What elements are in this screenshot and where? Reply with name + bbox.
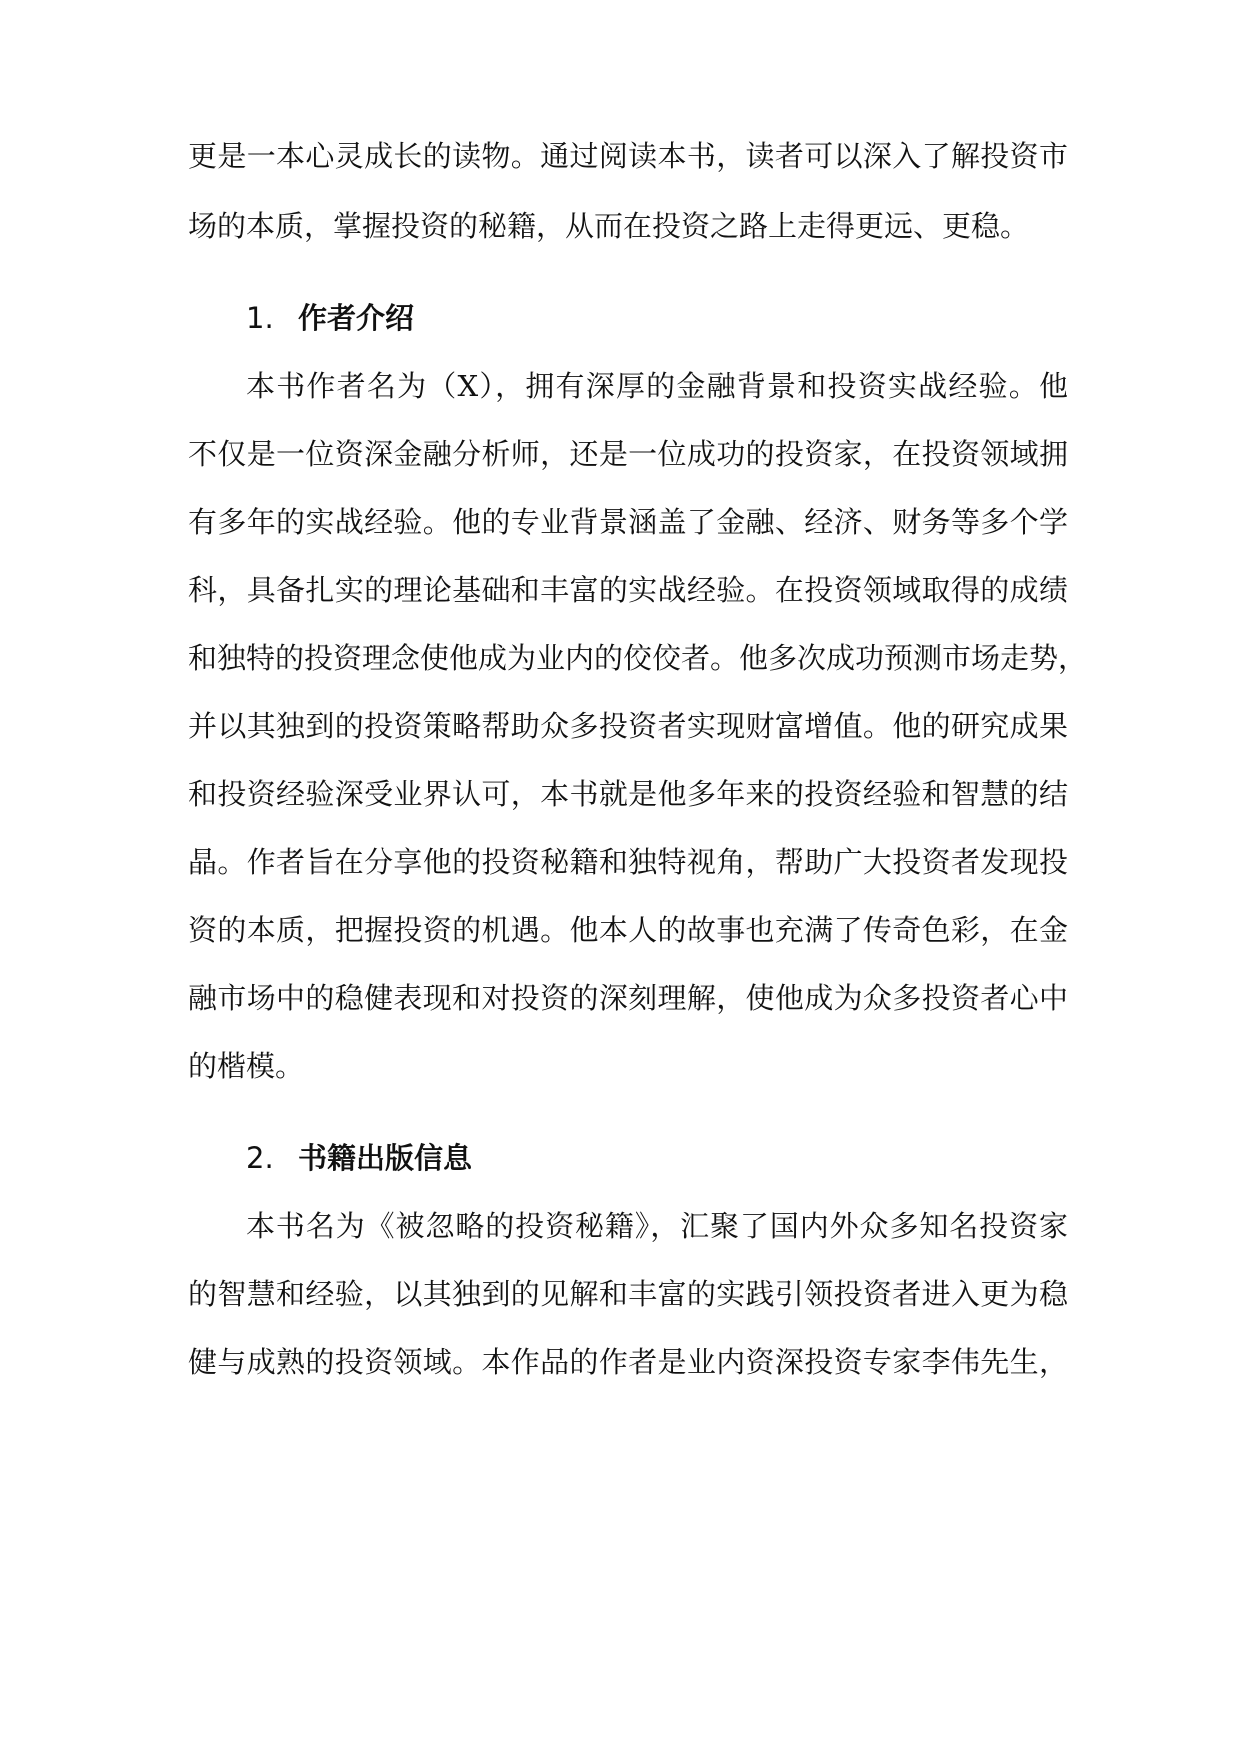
paragraph-line: 并以其独到的投资策略帮助众多投资者实现财富增值。他的研究成果	[188, 709, 1068, 743]
paragraph-line: 健与成熟的投资领域。本作品的作者是业内资深投资专家李伟先生，	[188, 1345, 1068, 1379]
paragraph-line: 有多年的实战经验。他的专业背景涵盖了金融、经济、财务等多个学	[188, 505, 1068, 539]
section-title: 作者介绍	[298, 301, 415, 335]
paragraph-line: 更是一本心灵成长的读物。通过阅读本书，读者可以深入了解投资市	[188, 139, 1068, 173]
paragraph-line: 本书名为《被忽略的投资秘籍》，汇聚了国内外众多知名投资家	[246, 1209, 1068, 1243]
section-heading	[246, 1138, 472, 1178]
section-number: 1.	[246, 301, 274, 335]
paragraph-line: 的楷模。	[188, 1049, 305, 1083]
paragraph-line: 本书作者名为（X），拥有深厚的金融背景和投资实战经验。他	[246, 369, 1068, 403]
section-heading	[246, 298, 414, 338]
paragraph-line: 的智慧和经验，以其独到的见解和丰富的实践引领投资者进入更为稳	[188, 1277, 1068, 1311]
paragraph-line: 和投资经验深受业界认可，本书就是他多年来的投资经验和智慧的结	[188, 777, 1068, 811]
paragraph-line: 融市场中的稳健表现和对投资的深刻理解，使他成为众多投资者心中	[188, 981, 1068, 1015]
paragraph-line: 晶。作者旨在分享他的投资秘籍和独特视角，帮助广大投资者发现投	[188, 845, 1068, 879]
paragraph-line: 不仅是一位资深金融分析师，还是一位成功的投资家，在投资领域拥	[188, 437, 1068, 471]
section-title: 书籍出版信息	[298, 1141, 473, 1175]
paragraph-line: 和独特的投资理念使他成为业内的佼佼者。他多次成功预测市场走势，	[188, 641, 1088, 675]
paragraph-line: 资的本质，把握投资的机遇。他本人的故事也充满了传奇色彩，在金	[188, 913, 1068, 947]
paragraph-line: 场的本质，掌握投资的秘籍，从而在投资之路上走得更远、更稳。	[188, 209, 1030, 243]
section-number: 2.	[246, 1141, 274, 1175]
paragraph-line: 科，具备扎实的理论基础和丰富的实战经验。在投资领域取得的成绩	[188, 573, 1068, 607]
